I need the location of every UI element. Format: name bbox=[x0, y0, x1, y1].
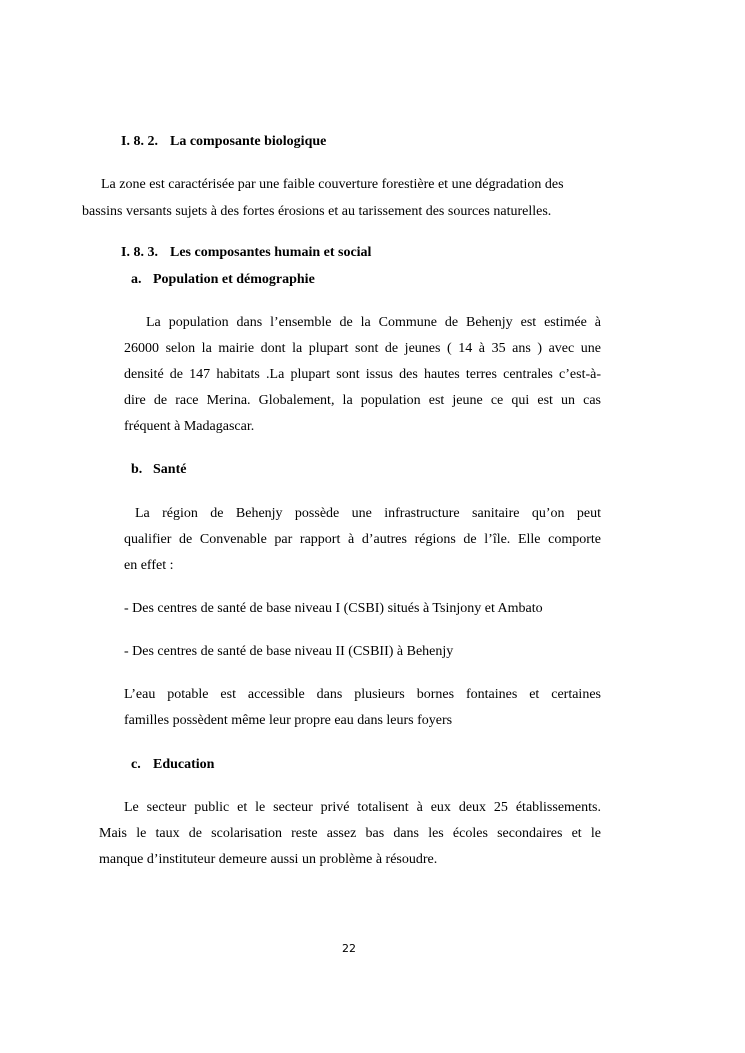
page-number: 22 bbox=[342, 942, 356, 955]
paragraph-line: La zone est caractérisée par une faible couverture forestière et une dégradation des bbox=[101, 177, 564, 192]
subsection-letter: a. bbox=[131, 272, 142, 287]
subsection-letter: b. bbox=[131, 462, 143, 477]
paragraph-line: Le secteur public et le secteur privé totalisent à eux deux 25 établissements. bbox=[124, 800, 601, 815]
subsection-heading-c bbox=[131, 757, 214, 773]
paragraph-line: densité de 147 habitats .La plupart sont issus des hautes terres centrales c’est-à- bbox=[124, 367, 601, 382]
subsection-heading-a bbox=[131, 272, 315, 288]
paragraph-line: fréquent à Madagascar. bbox=[124, 419, 255, 434]
list-item: - Des centres de santé de base niveau II (CSBII) à Behenjy bbox=[124, 644, 454, 659]
subsection-title: Santé bbox=[153, 462, 187, 477]
paragraph-line: Mais le taux de scolarisation reste assez bas dans les écoles secondaires et le bbox=[99, 826, 601, 841]
paragraph-line: 26000 selon la mairie dont la plupart sont de jeunes ( 14 à 35 ans ) avec une bbox=[124, 341, 601, 356]
paragraph-line: bassins versants sujets à des fortes érosions et au tarissement des sources naturelles. bbox=[82, 204, 552, 219]
paragraph-line: en effet : bbox=[124, 558, 174, 573]
paragraph-line: manque d’instituteur demeure aussi un problème à résoudre. bbox=[99, 852, 438, 867]
paragraph-line: La région de Behenjy possède une infrastructure sanitaire qu’on peut bbox=[135, 506, 601, 521]
section-heading-8-3 bbox=[121, 245, 371, 261]
subsection-title: Population et démographie bbox=[153, 272, 315, 287]
section-number: I. 8. 2. bbox=[121, 134, 158, 149]
section-title: La composante biologique bbox=[170, 134, 327, 149]
section-title: Les composantes humain et social bbox=[170, 245, 372, 260]
paragraph-line: familles possèdent même leur propre eau dans leurs foyers bbox=[124, 713, 453, 728]
paragraph-line: L’eau potable est accessible dans plusieurs bornes fontaines et certaines bbox=[124, 687, 601, 702]
list-item: - Des centres de santé de base niveau I (CSBI) situés à Tsinjony et Ambato bbox=[124, 601, 543, 616]
section-number: I. 8. 3. bbox=[121, 245, 158, 260]
subsection-title: Education bbox=[153, 757, 215, 772]
section-heading-8-2 bbox=[121, 134, 326, 150]
subsection-heading-b bbox=[131, 462, 186, 478]
subsection-letter: c. bbox=[131, 757, 141, 772]
paragraph-line: qualifier de Convenable par rapport à d’autres régions de l’île. Elle comporte bbox=[124, 532, 601, 547]
paragraph-line: La population dans l’ensemble de la Commune de Behenjy est estimée à bbox=[146, 315, 601, 330]
paragraph-line: dire de race Merina. Globalement, la population est jeune ce qui est un cas bbox=[124, 393, 601, 408]
